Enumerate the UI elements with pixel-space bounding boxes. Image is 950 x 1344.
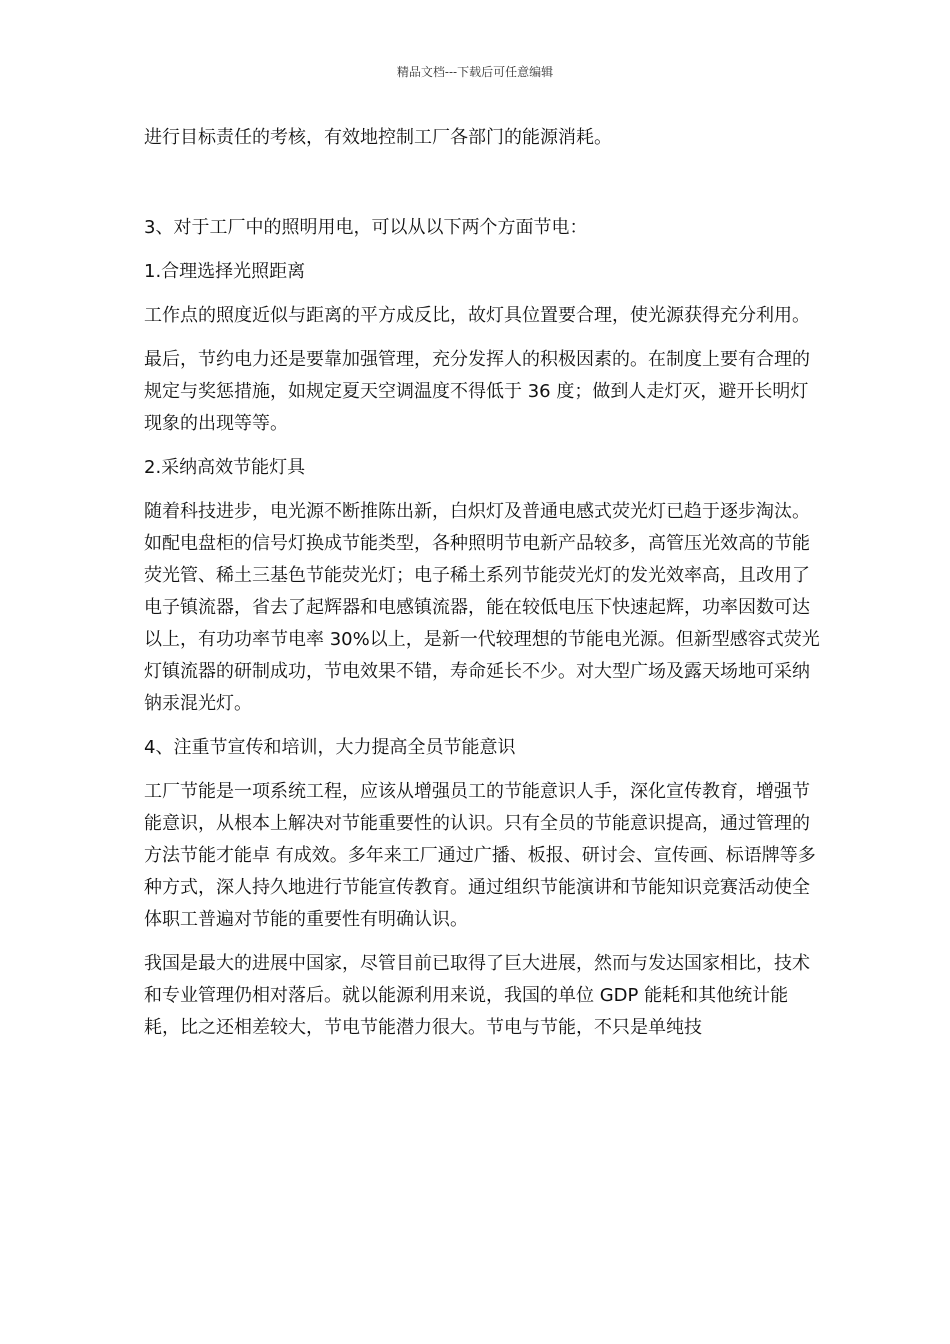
paragraph-illuminance-distance: 工作点的照度近似与距离的平方成反比，故灯具位置要合理，使光源获得充分利用。	[144, 305, 810, 326]
heading-publicity-training: 4、注重节宣传和培训，大力提高全员节能意识	[144, 737, 516, 758]
paragraph-target-responsibility: 进行目标责任的考核，有效地控制工厂各部门的能源消耗。	[144, 127, 612, 148]
paragraph-system-engineering: 工厂节能是一项系统工程，应该从增强员工的节能意识人手，深化宣传教育，增强节能意识，从根本上解决对节能重要性的认识。只有全员的节能意识提高，通过管理的方法节能才能卓 有成效。多年来工厂通过广播、板报、研讨会、宣传画、标语牌等多种方式，深人持久地进行节能宣传教育。通过组织节能演讲和节能知识竞赛活动使全体职工普遍对节能的重要性有明确认识。	[144, 781, 816, 930]
heading-lighting-power-saving: 3、对于工厂中的照明用电，可以从以下两个方面节电：	[144, 217, 588, 238]
paragraph-light-source-progress: 随着科技进步，电光源不断推陈出新，白炽灯及普通电感式荧光灯已趋于逐步淘汰。如配电盘柜的信号灯换成节能类型，各种照明节电新产品较多，高管压光效高的节能荧光管、稀土三基色节能荧光灯；电子稀土系列节能荧光灯的发光效率高，且改用了电子镇流器，省去了起辉器和电感镇流器，能在较低电压下快速起辉，功率因数可达以上，有功功率节电率 30%以上，是新一代较理想的节能电光源。但新型感容式荧光灯镇流器的研制成功，节电效果不错，寿命延长不少。对大型广场及露天场地可采纳钠汞混光灯。	[144, 501, 820, 714]
paragraph-strengthen-management: 最后，节约电力还是要靠加强管理，充分发挥人的积极因素的。在制度上要有合理的规定与奖惩措施，如规定夏天空调温度不得低于 36 度；做到人走灯灭，避开长明灯现象的出现等等。	[144, 349, 810, 434]
paragraph-developing-country: 我国是最大的进展中国家，尽管目前已取得了巨大进展，然而与发达国家相比，技术和专业管理仍相对落后。就以能源利用来说，我国的单位 GDP 能耗和其他统计能耗，比之还相差较大，节电节能潜力很大。节电与节能，不只是单纯技	[144, 953, 810, 1038]
subheading-lighting-distance: 1.合理选择光照距离	[144, 261, 306, 282]
subheading-efficient-lamps: 2.采纳高效节能灯具	[144, 457, 306, 478]
document-body	[144, 122, 820, 1056]
page-header: 精品文档---下载后可任意编辑	[396, 65, 554, 79]
